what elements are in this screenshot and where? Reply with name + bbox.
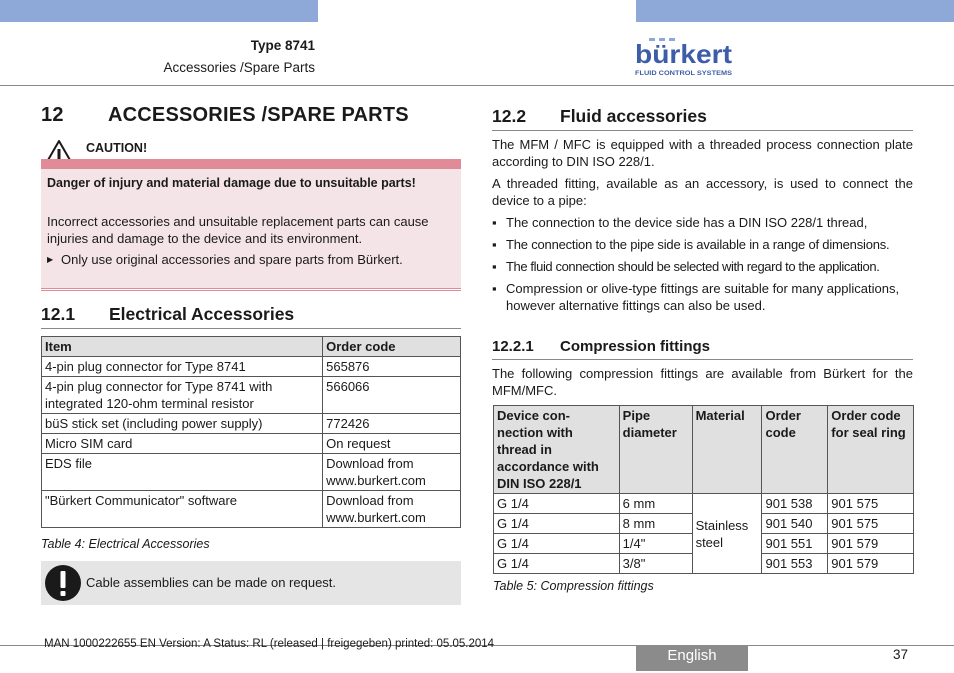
paragraph: The MFM / MFC is equipped with a threaded process connection plate according to DIN ISO 228/1. <box>492 137 913 169</box>
column-header: Pipe diameter <box>619 406 692 494</box>
list-item <box>492 236 913 253</box>
list-item-text: The fluid connection should be selected with regard to the application. <box>506 259 880 274</box>
table-row <box>42 357 461 377</box>
column-header: Item <box>42 337 323 357</box>
exclamation-icon <box>44 564 82 602</box>
table-cell: 901 538 <box>762 494 828 514</box>
table-cell: Download from www.burkert.com <box>323 454 461 491</box>
bullet-dot-icon: ▪ <box>492 281 497 296</box>
compression-fittings-table <box>493 405 914 574</box>
chapter-number: 12 <box>41 104 64 126</box>
header-bar-right <box>636 0 954 22</box>
table-cell: Download from www.burkert.com <box>323 491 461 528</box>
table-cell: G 1/4 <box>494 554 620 574</box>
list-item-text: The connection to the device side has a DIN ISO 228/1 thread, <box>506 215 868 230</box>
logo-tagline: FLUID CONTROL SYSTEMS <box>635 70 733 77</box>
table-caption: Table 4: Electrical Accessories <box>41 537 210 551</box>
header-bar-left <box>0 0 318 22</box>
table-row <box>42 434 461 454</box>
table-row <box>42 491 461 528</box>
section-title: Electrical Accessories <box>109 304 295 324</box>
doc-type: Type 8741 <box>250 38 315 53</box>
table-cell: büS stick set (including power supply) <box>42 414 323 434</box>
caution-instruction <box>47 251 403 268</box>
table-cell: 4-pin plug connector for Type 8741 with integrated 120-ohm terminal resistor <box>42 377 323 414</box>
section-heading-fluid <box>492 106 707 127</box>
table-header-row <box>42 337 461 357</box>
doc-section: Accessories /Spare Parts <box>163 60 315 75</box>
table-cell: 901 575 <box>828 494 914 514</box>
column-header: Order code <box>323 337 461 357</box>
table-caption: Table 5: Compression fittings <box>493 579 654 593</box>
table-cell: EDS file <box>42 454 323 491</box>
table-row <box>42 414 461 434</box>
caution-bar <box>41 159 461 169</box>
section-rule <box>492 130 913 131</box>
table-cell: 901 553 <box>762 554 828 574</box>
table-cell: 901 575 <box>828 514 914 534</box>
table-cell: G 1/4 <box>494 514 620 534</box>
section-rule <box>41 328 461 329</box>
table-cell: 8 mm <box>619 514 692 534</box>
column-header: Material <box>692 406 762 494</box>
section-title: Fluid accessories <box>560 106 707 126</box>
list-item-text: The connection to the pipe side is available in a range of dimensions. <box>506 237 890 252</box>
chapter-title: ACCESSORIES /SPARE PARTS <box>108 104 409 126</box>
subsection-number: 12.2.1 <box>492 338 534 355</box>
bullet-dot-icon: ▪ <box>492 259 497 274</box>
column-header: Order code <box>762 406 828 494</box>
table-cell: 901 551 <box>762 534 828 554</box>
caution-label: CAUTION! <box>86 141 148 155</box>
table-cell: 901 579 <box>828 554 914 574</box>
column-header: Order code for seal ring <box>828 406 914 494</box>
language-tab: English <box>636 645 748 671</box>
table-row <box>494 494 914 514</box>
document-metadata: MAN 1000222655 EN Version: A Status: RL (released | freigegeben) printed: 05.05.2014 <box>44 638 495 650</box>
caution-headline: Danger of injury and material damage due to unsuitable parts! <box>47 176 416 190</box>
table-cell: 566066 <box>323 377 461 414</box>
caution-bottom-rule <box>41 288 461 291</box>
chapter-heading <box>41 104 409 127</box>
subsection-rule <box>492 359 913 360</box>
section-heading-electrical <box>41 304 294 325</box>
table-header-row <box>494 406 914 494</box>
caution-body: Incorrect accessories and unsuitable replacement parts can cause injuries and damage to the device and its environment. <box>47 214 429 246</box>
table-cell: On request <box>323 434 461 454</box>
list-item-text: Compression or olive-type fittings are suitable for many applications, however alternative fittings can also be used. <box>506 281 900 313</box>
subsection-heading-compression <box>492 338 710 355</box>
page-number: 37 <box>893 647 909 662</box>
section-number: 12.2 <box>492 106 527 126</box>
table-cell: Micro SIM card <box>42 434 323 454</box>
table-cell: 772426 <box>323 414 461 434</box>
table-cell: "Bürkert Communicator" software <box>42 491 323 528</box>
note-text: Cable assemblies can be made on request. <box>86 575 337 590</box>
burkert-logo <box>635 38 733 78</box>
header-divider <box>0 85 954 86</box>
table-cell: 901 579 <box>828 534 914 554</box>
table-cell: 3/8" <box>619 554 692 574</box>
note-box <box>41 561 461 605</box>
bullet-dot-icon: ▪ <box>492 215 497 230</box>
bullet-triangle-icon: ▶ <box>47 255 54 264</box>
caution-instruction-text: Only use original accessories and spare parts from Bürkert. <box>61 252 403 267</box>
table-cell: 565876 <box>323 357 461 377</box>
section-number: 12.1 <box>41 304 76 324</box>
table-cell: G 1/4 <box>494 534 620 554</box>
table-cell: 1/4" <box>619 534 692 554</box>
electrical-accessories-table <box>41 336 461 528</box>
table-cell: 901 540 <box>762 514 828 534</box>
table-cell: 4-pin plug connector for Type 8741 <box>42 357 323 377</box>
list-item <box>492 214 913 231</box>
table-cell: 6 mm <box>619 494 692 514</box>
bullet-dot-icon: ▪ <box>492 237 497 252</box>
table-row <box>42 454 461 491</box>
paragraph: The following compression fittings are available from Bürkert for the MFM/MFC. <box>492 366 913 398</box>
paragraph: A threaded fitting, available as an accessory, is used to connect the device to a pipe: <box>492 176 913 208</box>
table-row <box>42 377 461 414</box>
table-cell: G 1/4 <box>494 494 620 514</box>
caution-box <box>41 159 461 288</box>
list-item <box>492 258 913 275</box>
material-cell: Stainless steel <box>692 494 762 574</box>
logo-wordmark: bürkert <box>635 39 733 69</box>
list-item <box>492 280 913 314</box>
column-header: Device con-nection with thread in accordance with DIN ISO 228/1 <box>494 406 620 494</box>
subsection-title: Compression fittings <box>560 338 711 355</box>
